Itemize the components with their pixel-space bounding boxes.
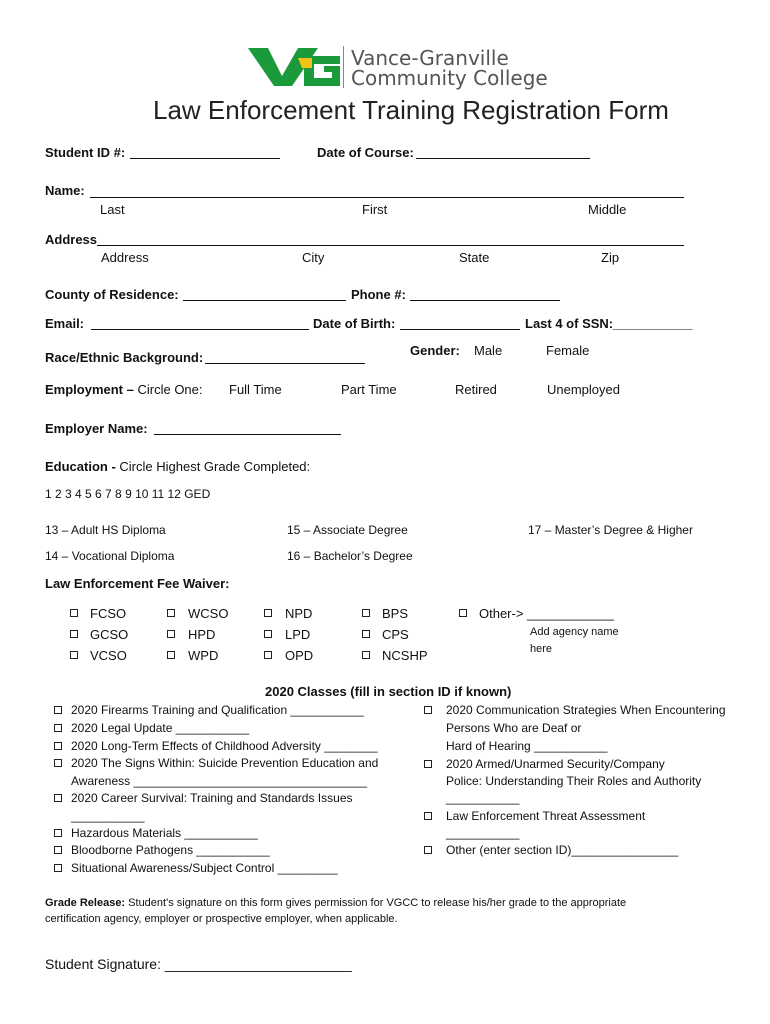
phone-field[interactable] xyxy=(410,300,560,301)
class-item-cont: Awareness ___________________________________ xyxy=(71,774,368,788)
name-label: Name: xyxy=(45,183,85,198)
fee-waiver-option: NPD xyxy=(285,606,313,621)
education-label xyxy=(45,459,310,474)
employment-label-bold: Employment – xyxy=(45,382,134,397)
fee-waiver-checkbox[interactable] xyxy=(167,630,175,638)
student-id-field[interactable] xyxy=(130,158,280,159)
fee-waiver-checkbox[interactable] xyxy=(264,609,272,617)
class-checkbox[interactable] xyxy=(54,794,62,802)
fee-waiver-checkbox[interactable] xyxy=(70,630,78,638)
class-checkbox[interactable] xyxy=(54,724,62,732)
class-checkbox[interactable] xyxy=(54,742,62,750)
fee-waiver-option: BPS xyxy=(382,606,409,621)
education-level-16[interactable]: 16 – Bachelor’s Degree xyxy=(287,549,413,563)
gender-female-option[interactable]: Female xyxy=(546,343,590,358)
employment-retired-option[interactable]: Retired xyxy=(455,382,497,397)
class-checkbox[interactable] xyxy=(54,864,62,872)
ssn-field[interactable]: ___________ xyxy=(613,316,693,331)
education-level-14[interactable]: 14 – Vocational Diploma xyxy=(45,549,175,563)
grade-release-text xyxy=(45,897,626,909)
email-field[interactable] xyxy=(91,329,309,330)
education-instruction: Circle Highest Grade Completed: xyxy=(119,459,311,474)
employment-unemployed-option[interactable]: Unemployed xyxy=(547,382,620,397)
fee-waiver-checkbox[interactable] xyxy=(362,609,370,617)
date-of-course-field[interactable] xyxy=(416,158,590,159)
student-id-label: Student ID #: xyxy=(45,145,126,160)
name-last-label: Last xyxy=(100,202,125,217)
fee-waiver-label: Law Enforcement Fee Waiver: xyxy=(45,576,230,591)
county-field[interactable] xyxy=(183,300,346,301)
classes-heading: 2020 Classes (fill in section ID if known) xyxy=(265,684,512,699)
addr-city-label: City xyxy=(302,250,325,265)
county-label: County of Residence: xyxy=(45,287,179,302)
class-item: 2020 Firearms Training and Qualification ___________ xyxy=(71,703,364,717)
fee-waiver-option: NCSHP xyxy=(382,648,428,663)
fee-waiver-other-checkbox[interactable] xyxy=(459,609,467,617)
fee-waiver-checkbox[interactable] xyxy=(264,630,272,638)
name-field[interactable] xyxy=(90,197,684,198)
fee-waiver-checkbox[interactable] xyxy=(167,609,175,617)
addr-address-label: Address xyxy=(101,250,149,265)
class-item-cont: Hard of Hearing ___________ xyxy=(446,739,608,753)
student-signature-field[interactable]: Student Signature: ________________________ xyxy=(45,956,352,972)
fee-waiver-checkbox[interactable] xyxy=(264,651,272,659)
class-checkbox[interactable] xyxy=(54,706,62,714)
fee-waiver-checkbox[interactable] xyxy=(70,609,78,617)
vg-logo-icon xyxy=(248,46,340,88)
gender-male-option[interactable]: Male xyxy=(474,343,503,358)
class-item: 2020 Armed/Unarmed Security/Company xyxy=(446,757,665,771)
address-field[interactable] xyxy=(97,245,684,246)
class-item-cont: ___________ xyxy=(446,826,520,840)
college-name-line1: Vance-Granville xyxy=(351,46,509,70)
class-item: 2020 Long-Term Effects of Childhood Adversity ________ xyxy=(71,739,378,753)
education-level-17[interactable]: 17 – Master’s Degree & Higher xyxy=(528,523,693,537)
class-item: 2020 Career Survival: Training and Standards Issues xyxy=(71,791,353,805)
class-item: 2020 Legal Update ___________ xyxy=(71,721,250,735)
fee-waiver-option: GCSO xyxy=(90,627,129,642)
college-name-line2: Community College xyxy=(351,66,548,90)
fee-waiver-option: VCSO xyxy=(90,648,127,663)
grade-release-line2: certification agency, employer or prospective employer, when applicable. xyxy=(45,913,398,925)
fee-waiver-option: WCSO xyxy=(188,606,229,621)
class-item-cont: Persons Who are Deaf or xyxy=(446,721,582,735)
employer-name-field[interactable] xyxy=(154,434,341,435)
class-checkbox[interactable] xyxy=(424,812,432,820)
address-label: Address xyxy=(45,232,98,247)
class-checkbox[interactable] xyxy=(54,829,62,837)
logo-divider xyxy=(343,46,344,88)
class-checkbox[interactable] xyxy=(424,846,432,854)
fee-waiver-checkbox[interactable] xyxy=(70,651,78,659)
addr-zip-label: Zip xyxy=(601,250,620,265)
fee-waiver-option: LPD xyxy=(285,627,311,642)
class-item: Bloodborne Pathogens ___________ xyxy=(71,843,270,857)
fee-waiver-checkbox[interactable] xyxy=(362,630,370,638)
email-label: Email: xyxy=(45,316,85,331)
class-item-cont: ___________ xyxy=(71,809,145,823)
fee-waiver-option: OPD xyxy=(285,648,314,663)
class-item: Hazardous Materials ___________ xyxy=(71,826,258,840)
class-item: 2020 The Signs Within: Suicide Prevention Education and xyxy=(71,756,379,770)
race-field[interactable] xyxy=(205,363,365,364)
class-checkbox[interactable] xyxy=(54,846,62,854)
fee-waiver-checkbox[interactable] xyxy=(167,651,175,659)
dob-field[interactable] xyxy=(400,329,520,330)
class-item-cont: Police: Understanding Their Roles and Authority xyxy=(446,774,702,788)
name-middle-label: Middle xyxy=(588,202,627,217)
class-item: Law Enforcement Threat Assessment xyxy=(446,809,646,823)
add-agency-hint: Add agency name xyxy=(530,626,619,638)
fee-waiver-checkbox[interactable] xyxy=(362,651,370,659)
education-level-13[interactable]: 13 – Adult HS Diploma xyxy=(45,523,166,537)
phone-label: Phone #: xyxy=(351,287,406,302)
class-checkbox[interactable] xyxy=(424,706,432,714)
grade-release-label: Grade Release: xyxy=(45,897,126,909)
add-agency-hint: here xyxy=(530,643,553,655)
fee-waiver-option: CPS xyxy=(382,627,409,642)
education-grades[interactable]: 1 2 3 4 5 6 7 8 9 10 11 12 GED xyxy=(45,487,211,501)
grade-release-line1: Student's signature on this form gives permission for VGCC to release his/her grade to the appropriate xyxy=(128,897,627,909)
college-logo xyxy=(248,46,340,88)
fee-waiver-option: HPD xyxy=(188,627,216,642)
employer-name-label: Employer Name: xyxy=(45,421,148,436)
education-level-15[interactable]: 15 – Associate Degree xyxy=(287,523,408,537)
class-item: 2020 Communication Strategies When Encountering xyxy=(446,703,726,717)
class-checkbox[interactable] xyxy=(54,759,62,767)
class-item: Other (enter section ID)________________ xyxy=(446,843,679,857)
employment-full-time-option[interactable]: Full Time xyxy=(229,382,282,397)
race-label: Race/Ethnic Background: xyxy=(45,350,204,365)
employment-label xyxy=(45,382,203,397)
fee-waiver-option: WPD xyxy=(188,648,219,663)
addr-state-label: State xyxy=(459,250,490,265)
class-checkbox[interactable] xyxy=(424,760,432,768)
date-of-course-label: Date of Course: xyxy=(317,145,414,160)
dob-label: Date of Birth: xyxy=(313,316,396,331)
education-label-bold: Education - xyxy=(45,459,116,474)
class-item: Situational Awareness/Subject Control _________ xyxy=(71,861,338,875)
page-title: Law Enforcement Training Registration Form xyxy=(153,95,669,125)
ssn-label: Last 4 of SSN: xyxy=(525,316,614,331)
employment-part-time-option[interactable]: Part Time xyxy=(341,382,397,397)
gender-label: Gender: xyxy=(410,343,460,358)
employment-instruction: Circle One: xyxy=(137,382,203,397)
class-item-cont: ___________ xyxy=(446,791,520,805)
fee-waiver-option: FCSO xyxy=(90,606,127,621)
fee-waiver-other-field[interactable]: Other-> ____________ xyxy=(479,606,614,621)
name-first-label: First xyxy=(362,202,388,217)
